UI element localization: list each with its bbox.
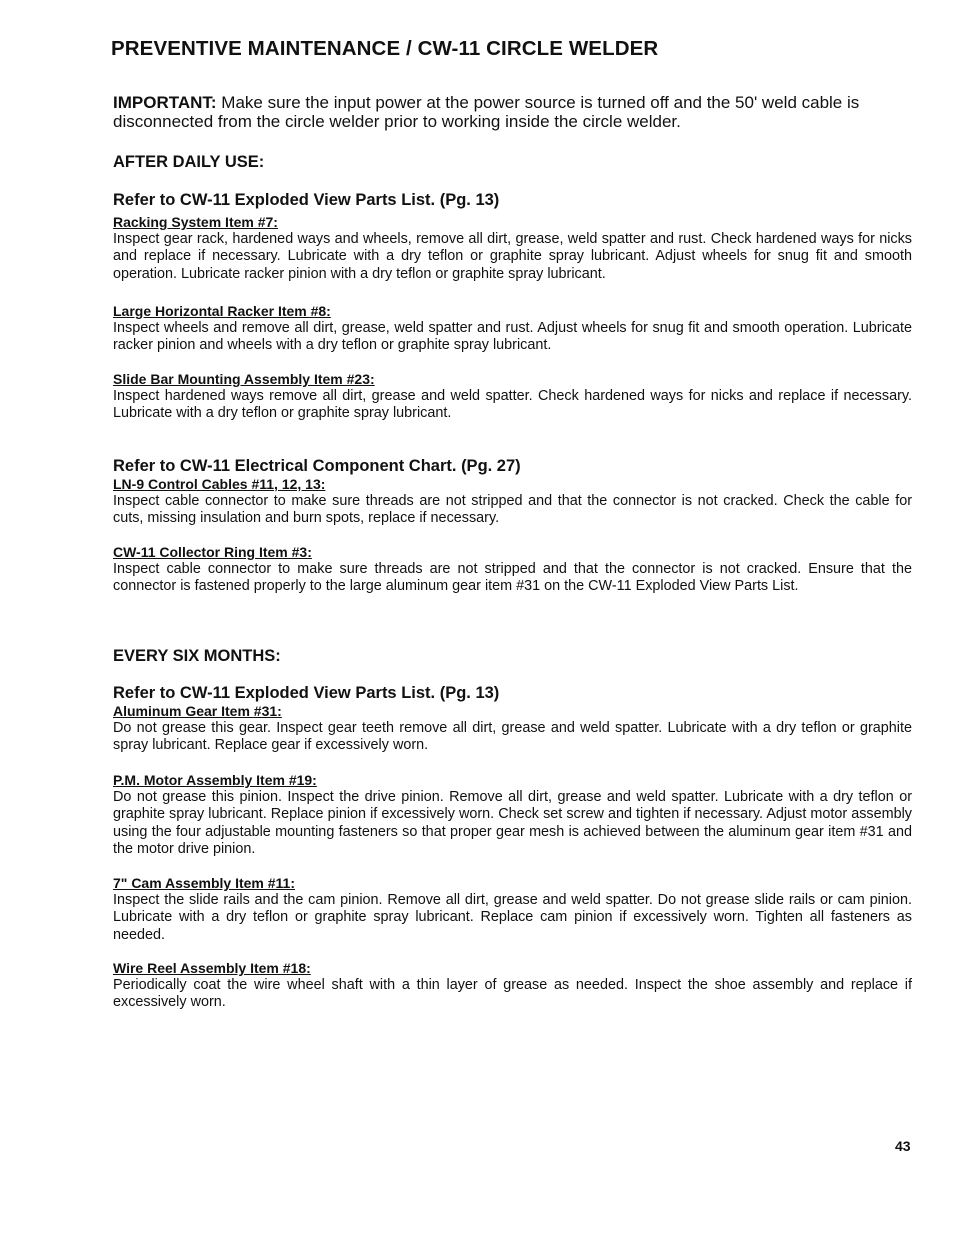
- large-horizontal-racker-item: [113, 303, 912, 355]
- item-title: Aluminum Gear Item #31:: [113, 703, 282, 719]
- item-title: 7" Cam Assembly Item #11:: [113, 875, 295, 891]
- item-body: Inspect hardened ways remove all dirt, grease and weld spatter. Check hardened ways for nicks and replace if necessary. Lubricate with a dry teflon or graphite spray lubricant.: [113, 388, 912, 422]
- collector-ring-item: [113, 544, 912, 596]
- item-body: Inspect gear rack, hardened ways and wheels, remove all dirt, grease, weld spatter and rust. Check hardened ways for nicks and replace if necessary. Lubricate with a dry teflon or graphite spray lubricant. Adjust wheels for snug fit and smooth operation. Lubricate racker pinion with a dry teflon or graphite spray lubricant.: [113, 231, 912, 282]
- item-title: CW-11 Collector Ring Item #3:: [113, 544, 312, 560]
- page-title: PREVENTIVE MAINTENANCE / CW-11 CIRCLE WELDER: [111, 37, 659, 60]
- item-title: P.M. Motor Assembly Item #19:: [113, 772, 317, 788]
- wire-reel-assembly-item: [113, 960, 912, 1012]
- racking-system-item: [113, 214, 912, 283]
- item-body: Inspect cable connector to make sure threads are not stripped and that the connector is not cracked. Ensure that the connector is fastened properly to the large aluminum gear item #31 on the CW-11 Exploded View Parts List.: [113, 561, 912, 595]
- after-daily-use-heading: AFTER DAILY USE:: [113, 153, 265, 171]
- item-body: Inspect wheels and remove all dirt, grease, weld spatter and rust. Adjust wheels for snug fit and smooth operation. Lubricate racker pinion and wheels with a dry teflon or graphite spray lubricant.: [113, 320, 912, 354]
- item-title: Large Horizontal Racker Item #8:: [113, 303, 331, 319]
- important-text: Make sure the input power at the power source is turned off and the 50' weld cable is disconnected from the circle welder prior to working inside the circle welder.: [113, 93, 860, 131]
- aluminum-gear-item: [113, 703, 912, 755]
- item-body: Inspect cable connector to make sure threads are not stripped and that the connector is not cracked. Check the cable for cuts, missing insulation and burn spots, replace if necessary.: [113, 493, 912, 527]
- item-body: Periodically coat the wire wheel shaft with a thin layer of grease as needed. Inspect the shoe assembly and replace if excessively worn.: [113, 977, 912, 1011]
- every-six-months-heading: EVERY SIX MONTHS:: [113, 647, 281, 665]
- item-title: Slide Bar Mounting Assembly Item #23:: [113, 371, 375, 387]
- important-label: IMPORTANT:: [113, 93, 217, 112]
- item-body: Do not grease this gear. Inspect gear teeth remove all dirt, grease and weld spatter. Lubricate with a dry teflon or graphite spray lubricant. Replace gear if excessively worn.: [113, 720, 912, 754]
- important-notice: [113, 93, 893, 131]
- page-number: 43: [895, 1138, 911, 1154]
- electrical-chart-reference: Refer to CW-11 Electrical Component Chart. (Pg. 27): [113, 457, 521, 475]
- exploded-view-reference: Refer to CW-11 Exploded View Parts List. (Pg. 13): [113, 191, 500, 209]
- motor-assembly-item: [113, 772, 912, 858]
- item-body: Do not grease this pinion. Inspect the drive pinion. Remove all dirt, grease and weld spatter. Lubricate with a dry teflon or graphite spray lubricant. Replace pinion if excessively worn. Check set screw and tighten if necessary. Adjust motor assembly using the four adjustable mounting fasteners so that proper gear mesh is achieved between the aluminum gear item #31 and the motor drive pinion.: [113, 789, 912, 857]
- slide-bar-mounting-item: [113, 371, 912, 423]
- control-cables-item: [113, 476, 912, 528]
- item-title: LN-9 Control Cables #11, 12, 13:: [113, 476, 326, 492]
- item-body: Inspect the slide rails and the cam pinion. Remove all dirt, grease and weld spatter. Do not grease slide rails or cam pinion. Lubricate with a dry teflon or graphite spray lubricant. Replace cam pinion if excessively worn. Tighten all fasteners as needed.: [113, 892, 912, 943]
- cam-assembly-item: [113, 875, 912, 944]
- six-months-reference: Refer to CW-11 Exploded View Parts List. (Pg. 13): [113, 684, 500, 702]
- item-title: Racking System Item #7:: [113, 214, 278, 230]
- item-title: Wire Reel Assembly Item #18:: [113, 960, 311, 976]
